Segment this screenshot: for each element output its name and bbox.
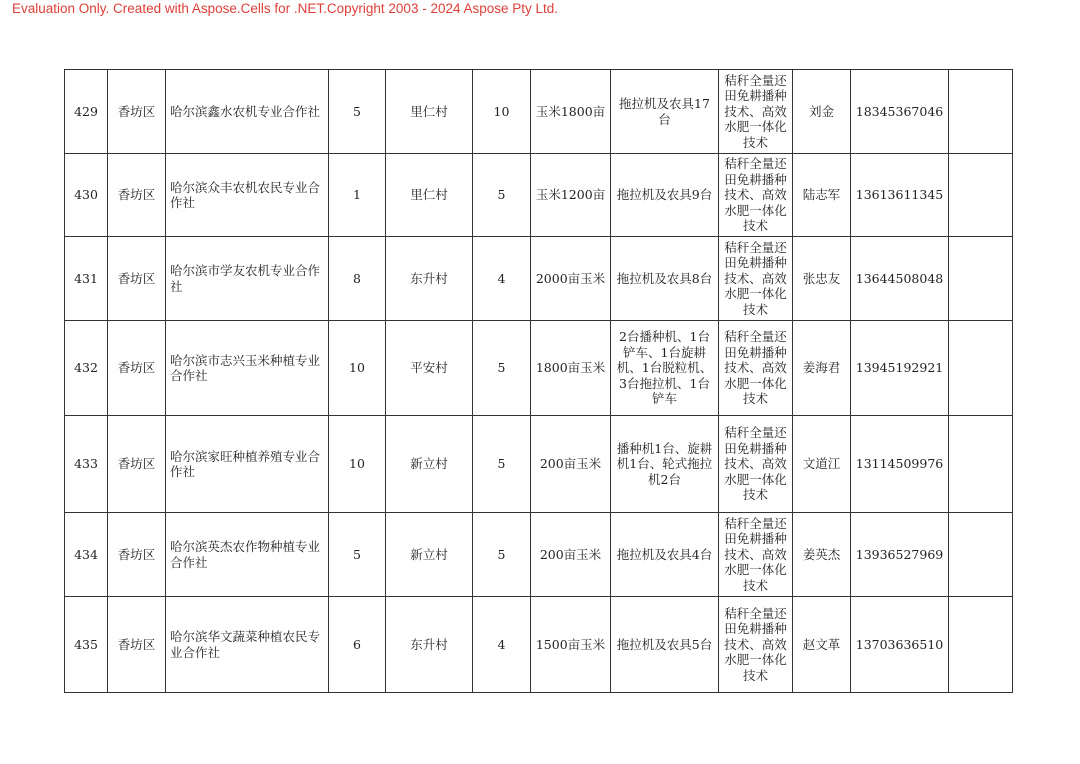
cell-contact: 姜海君 <box>793 321 851 416</box>
cell-no: 433 <box>65 416 108 513</box>
table-row <box>65 416 1013 513</box>
cell-district: 香坊区 <box>108 70 166 154</box>
cell-contact: 张忠友 <box>793 237 851 321</box>
cell-name: 哈尔滨华文蔬菜种植农民专业合作社 <box>166 597 329 693</box>
cell-name: 哈尔滨家旺种植养殖专业合作社 <box>166 416 329 513</box>
cell-district: 香坊区 <box>108 597 166 693</box>
cell-count: 5 <box>473 321 531 416</box>
cell-village: 新立村 <box>386 513 473 597</box>
cell-equipment: 拖拉机及农具9台 <box>611 154 719 237</box>
cell-count: 5 <box>473 154 531 237</box>
cell-count: 4 <box>473 597 531 693</box>
cell-equipment: 播种机1台、旋耕机1台、轮式拖拉机2台 <box>611 416 719 513</box>
cooperative-table <box>64 69 1013 693</box>
table-row <box>65 513 1013 597</box>
cell-extra <box>949 416 1013 513</box>
table-row <box>65 154 1013 237</box>
cell-village: 平安村 <box>386 321 473 416</box>
cell-members: 8 <box>329 237 386 321</box>
cell-name: 哈尔滨市学友农机专业合作社 <box>166 237 329 321</box>
cell-no: 435 <box>65 597 108 693</box>
cell-members: 10 <box>329 416 386 513</box>
cell-tech: 秸秆全量还田免耕播种技术、高效水肥一体化技术 <box>719 237 793 321</box>
cell-count: 10 <box>473 70 531 154</box>
cell-tech: 秸秆全量还田免耕播种技术、高效水肥一体化技术 <box>719 416 793 513</box>
cell-members: 1 <box>329 154 386 237</box>
cell-no: 434 <box>65 513 108 597</box>
cell-area: 1800亩玉米 <box>531 321 611 416</box>
cell-no: 432 <box>65 321 108 416</box>
cell-count: 5 <box>473 416 531 513</box>
cell-name: 哈尔滨鑫水农机专业合作社 <box>166 70 329 154</box>
cell-district: 香坊区 <box>108 513 166 597</box>
evaluation-watermark: Evaluation Only. Created with Aspose.Cells for .NET.Copyright 2003 - 2024 Aspose Pty Ltd. <box>12 1 559 16</box>
cell-contact: 赵文革 <box>793 597 851 693</box>
cell-no: 431 <box>65 237 108 321</box>
cell-members: 6 <box>329 597 386 693</box>
cell-village: 里仁村 <box>386 154 473 237</box>
cell-area: 1500亩玉米 <box>531 597 611 693</box>
cell-phone: 13945192921 <box>851 321 949 416</box>
cell-equipment: 拖拉机及农具4台 <box>611 513 719 597</box>
cell-name: 哈尔滨众丰农机农民专业合作社 <box>166 154 329 237</box>
cell-equipment: 拖拉机及农具8台 <box>611 237 719 321</box>
cell-equipment: 拖拉机及农具17台 <box>611 70 719 154</box>
cell-no: 430 <box>65 154 108 237</box>
cell-district: 香坊区 <box>108 416 166 513</box>
cell-district: 香坊区 <box>108 154 166 237</box>
cell-tech: 秸秆全量还田免耕播种技术、高效水肥一体化技术 <box>719 513 793 597</box>
cell-extra <box>949 154 1013 237</box>
cell-extra <box>949 513 1013 597</box>
cell-contact: 刘金 <box>793 70 851 154</box>
cell-phone: 13703636510 <box>851 597 949 693</box>
cell-phone: 13613611345 <box>851 154 949 237</box>
table-row <box>65 597 1013 693</box>
cell-village: 东升村 <box>386 237 473 321</box>
cell-tech: 秸秆全量还田免耕播种技术、高效水肥一体化技术 <box>719 154 793 237</box>
cell-count: 5 <box>473 513 531 597</box>
table-row <box>65 70 1013 154</box>
cell-members: 5 <box>329 70 386 154</box>
cell-area: 200亩玉米 <box>531 513 611 597</box>
cell-extra <box>949 597 1013 693</box>
cell-count: 4 <box>473 237 531 321</box>
cell-area: 玉米1200亩 <box>531 154 611 237</box>
cell-village: 新立村 <box>386 416 473 513</box>
cell-area: 玉米1800亩 <box>531 70 611 154</box>
cell-extra <box>949 70 1013 154</box>
cell-members: 10 <box>329 321 386 416</box>
cell-contact: 文道江 <box>793 416 851 513</box>
cell-contact: 陆志军 <box>793 154 851 237</box>
cell-tech: 秸秆全量还田免耕播种技术、高效水肥一体化技术 <box>719 597 793 693</box>
cell-extra <box>949 237 1013 321</box>
cell-equipment: 2台播种机、1台铲车、1台旋耕机、1台脱粒机、3台拖拉机、1台铲车 <box>611 321 719 416</box>
cell-area: 200亩玉米 <box>531 416 611 513</box>
cell-equipment: 拖拉机及农具5台 <box>611 597 719 693</box>
table-row <box>65 321 1013 416</box>
cell-name: 哈尔滨英杰农作物种植专业合作社 <box>166 513 329 597</box>
cell-members: 5 <box>329 513 386 597</box>
cell-phone: 13644508048 <box>851 237 949 321</box>
cell-district: 香坊区 <box>108 321 166 416</box>
cell-tech: 秸秆全量还田免耕播种技术、高效水肥一体化技术 <box>719 321 793 416</box>
cell-extra <box>949 321 1013 416</box>
cell-phone: 18345367046 <box>851 70 949 154</box>
cell-name: 哈尔滨市志兴玉米种植专业合作社 <box>166 321 329 416</box>
table-row <box>65 237 1013 321</box>
cell-district: 香坊区 <box>108 237 166 321</box>
cell-phone: 13114509976 <box>851 416 949 513</box>
cell-contact: 姜英杰 <box>793 513 851 597</box>
cell-no: 429 <box>65 70 108 154</box>
cell-village: 东升村 <box>386 597 473 693</box>
cell-tech: 秸秆全量还田免耕播种技术、高效水肥一体化技术 <box>719 70 793 154</box>
cell-village: 里仁村 <box>386 70 473 154</box>
cell-area: 2000亩玉米 <box>531 237 611 321</box>
cell-phone: 13936527969 <box>851 513 949 597</box>
